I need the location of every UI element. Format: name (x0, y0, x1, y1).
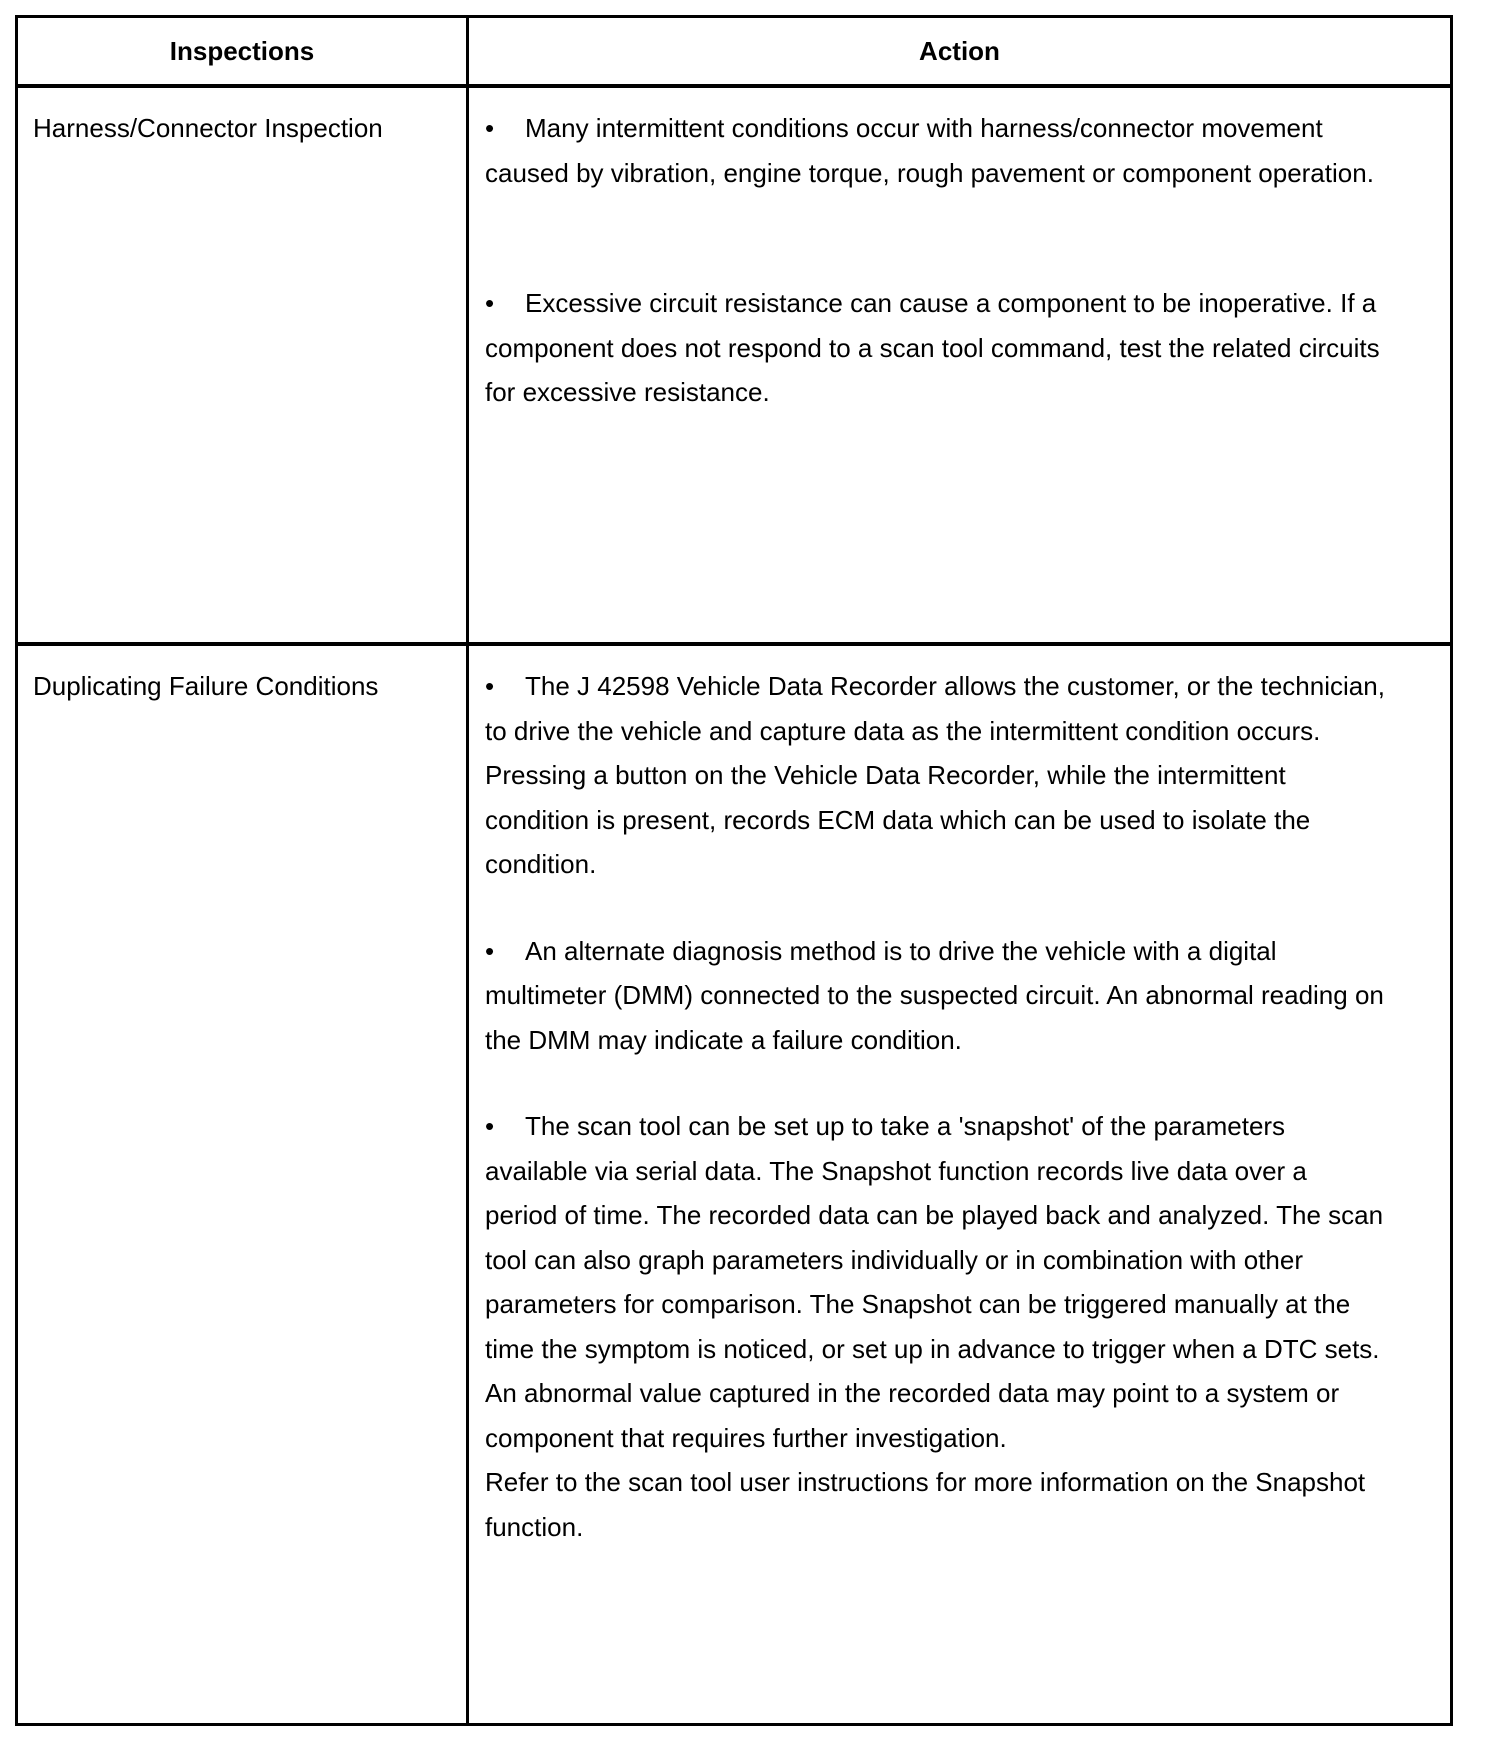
action-text: An alternate diagnosis method is to drive the vehicle with a digital multimeter (DMM) connected to the suspected circuit. An abnormal reading on the DMM may indicate a failure condition. (485, 935, 1384, 1055)
action-text: The J 42598 Vehicle Data Recorder allows the customer, or the technician, to drive the vehicle and capture data as the intermittent condition occurs. Pressing a button on the Vehicle Data Recorder, while the intermittent condition is present, records ECM data which can be used to isolate the condition. (485, 671, 1385, 879)
inspection-duplicating-failure: Duplicating Failure Conditions (33, 671, 379, 701)
action-followup: Refer to the scan tool user instructions for more information on the Snapshot function. (485, 1467, 1366, 1542)
inspection-table (15, 15, 1453, 1726)
action-followup: An abnormal value captured in the recorded data may point to a system or component that requires further investigation. (485, 1378, 1340, 1453)
inspection-harness-connector: Harness/Connector Inspection (33, 113, 383, 143)
bullet-icon: • (485, 113, 495, 143)
bullet-icon: • (485, 288, 495, 318)
action-text: Many intermittent conditions occur with harness/connector movement caused by vibration, engine torque, rough pavement or component operation. (485, 113, 1374, 188)
column-divider (466, 18, 469, 1723)
action-paragraph (485, 281, 1385, 415)
bullet-icon: • (485, 1111, 495, 1141)
header-action: Action (919, 35, 1000, 66)
action-paragraph (485, 106, 1385, 195)
action-cell-harness-connector (485, 106, 1385, 415)
action-cell-duplicating-failure (485, 664, 1385, 1549)
header-row-divider (18, 84, 1450, 88)
action-paragraph (485, 664, 1385, 887)
bullet-icon: • (485, 671, 495, 701)
header-inspections: Inspections (169, 35, 315, 66)
action-text: The scan tool can be set up to take a 'snapshot' of the parameters available via serial data. The Snapshot function records live data over a period of time. The recorded data can be played back and analyzed. The scan tool can also graph parameters individually or in combination with other parameters for comparison. The Snapshot can be triggered manually at the time the symptom is noticed, or set up in advance to trigger when a DTC sets. (485, 1111, 1384, 1364)
action-paragraph (485, 1104, 1385, 1371)
action-text: Excessive circuit resistance can cause a component to be inoperative. If a component does not respond to a scan tool command, test the related circuits for excessive resistance. (485, 288, 1380, 407)
action-paragraph (485, 929, 1385, 1063)
bullet-icon: • (485, 935, 495, 966)
row-divider (18, 642, 1450, 646)
